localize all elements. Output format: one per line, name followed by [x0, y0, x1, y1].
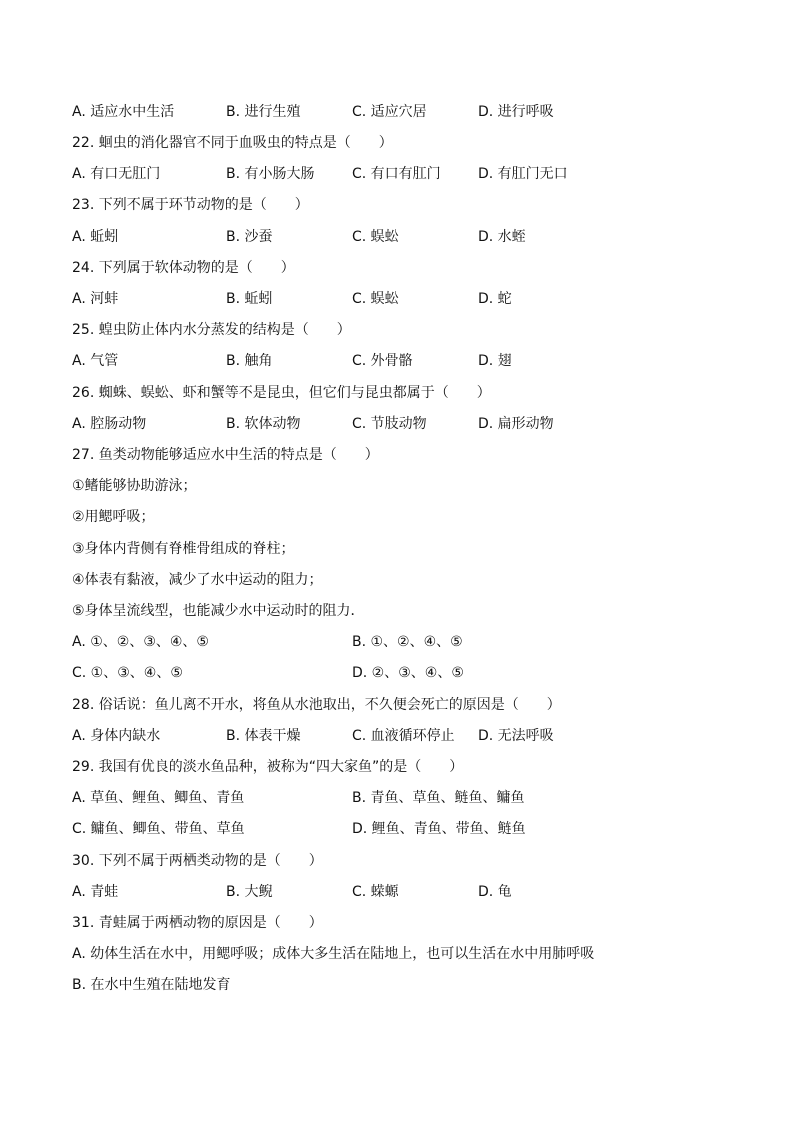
q24-option-b: B. 蚯蚓 — [226, 291, 273, 307]
q21-option-c: C. 适应穴居 — [352, 104, 427, 120]
q27-statement-3: ③身体内背侧有脊椎骨组成的脊柱； — [72, 541, 295, 557]
q23-option-a: A. 蚯蚓 — [72, 229, 119, 245]
q25-option-a: A. 气管 — [72, 353, 119, 369]
question-25: 25. 蝗虫防止体内水分蒸发的结构是（ ） — [72, 322, 351, 338]
q28-option-d: D. 无法呼吸 — [478, 728, 554, 744]
q22-option-c: C. 有口有肛门 — [352, 166, 441, 182]
q27-statement-5: ⑤身体呈流线型，也能减少水中运动时的阻力． — [72, 603, 365, 619]
q21-option-d: D. 进行呼吸 — [478, 104, 554, 120]
q23-option-d: D. 水蛭 — [478, 229, 526, 245]
q27-option-b: B. ①、②、④、⑤ — [352, 634, 463, 650]
q23-option-c: C. 蜈蚣 — [352, 229, 399, 245]
question-23: 23. 下列不属于环节动物的是（ ） — [72, 197, 309, 213]
q30-option-b: B. 大鲵 — [226, 884, 273, 900]
q30-option-d: D. 龟 — [478, 884, 512, 900]
q26-option-a: A. 腔肠动物 — [72, 416, 147, 432]
q29-option-d: D. 鲤鱼、青鱼、带鱼、鲢鱼 — [352, 821, 526, 837]
q27-statement-2: ②用鳃呼吸； — [72, 509, 155, 525]
q28-option-a: A. 身体内缺水 — [72, 728, 161, 744]
q29-option-c: C. 鳙鱼、鲫鱼、带鱼、草鱼 — [72, 821, 245, 837]
q26-option-b: B. 软体动物 — [226, 416, 301, 432]
question-30: 30. 下列不属于两栖类动物的是（ ） — [72, 853, 323, 869]
q24-option-c: C. 蜈蚣 — [352, 291, 399, 307]
q26-option-c: C. 节肢动物 — [352, 416, 427, 432]
q27-statement-1: ①鳍能够协助游泳； — [72, 478, 197, 494]
question-26: 26. 蜘蛛、蜈蚣、虾和蟹等不是昆虫，但它们与昆虫都属于（ ） — [72, 385, 491, 401]
q28-option-c: C. 血液循环停止 — [352, 728, 455, 744]
q27-option-c: C. ①、③、④、⑤ — [72, 665, 183, 681]
q31-option-b: B. 在水中生殖在陆地发育 — [72, 977, 231, 993]
question-28: 28. 俗话说：鱼儿离不开水，将鱼从水池取出，不久便会死亡的原因是（ ） — [72, 697, 561, 713]
q22-option-b: B. 有小肠大肠 — [226, 166, 315, 182]
q29-option-a: A. 草鱼、鲤鱼、鲫鱼、青鱼 — [72, 790, 245, 806]
q27-option-a: A. ①、②、③、④、⑤ — [72, 634, 209, 650]
q21-option-a: A. 适应水中生活 — [72, 104, 175, 120]
q30-option-c: C. 蝾螈 — [352, 884, 399, 900]
q25-option-b: B. 触角 — [226, 353, 273, 369]
q29-option-b: B. 青鱼、草鱼、鲢鱼、鳙鱼 — [352, 790, 525, 806]
question-24: 24. 下列属于软体动物的是（ ） — [72, 260, 295, 276]
question-31: 31. 青蛙属于两栖动物的原因是（ ） — [72, 915, 323, 931]
q30-option-a: A. 青蛙 — [72, 884, 119, 900]
q24-option-d: D. 蛇 — [478, 291, 512, 307]
q25-option-c: C. 外骨骼 — [352, 353, 413, 369]
question-27: 27. 鱼类动物能够适应水中生活的特点是（ ） — [72, 447, 379, 463]
q21-option-b: B. 进行生殖 — [226, 104, 301, 120]
q25-option-d: D. 翅 — [478, 353, 512, 369]
q24-option-a: A. 河蚌 — [72, 291, 119, 307]
q27-statement-4: ④体表有黏液，减少了水中运动的阻力； — [72, 572, 323, 588]
q31-option-a: A. 幼体生活在水中，用鳃呼吸；成体大多生活在陆地上，也可以生活在水中用肺呼吸 — [72, 946, 595, 962]
q22-option-a: A. 有口无肛门 — [72, 166, 161, 182]
q22-option-d: D. 有肛门无口 — [478, 166, 568, 182]
q28-option-b: B. 体表干燥 — [226, 728, 301, 744]
q26-option-d: D. 扁形动物 — [478, 416, 554, 432]
question-29: 29. 我国有优良的淡水鱼品种，被称为“四大家鱼”的是（ ） — [72, 759, 464, 775]
q23-option-b: B. 沙蚕 — [226, 229, 273, 245]
q27-option-d: D. ②、③、④、⑤ — [352, 665, 464, 681]
question-22: 22. 蛔虫的消化器官不同于血吸虫的特点是（ ） — [72, 135, 393, 151]
